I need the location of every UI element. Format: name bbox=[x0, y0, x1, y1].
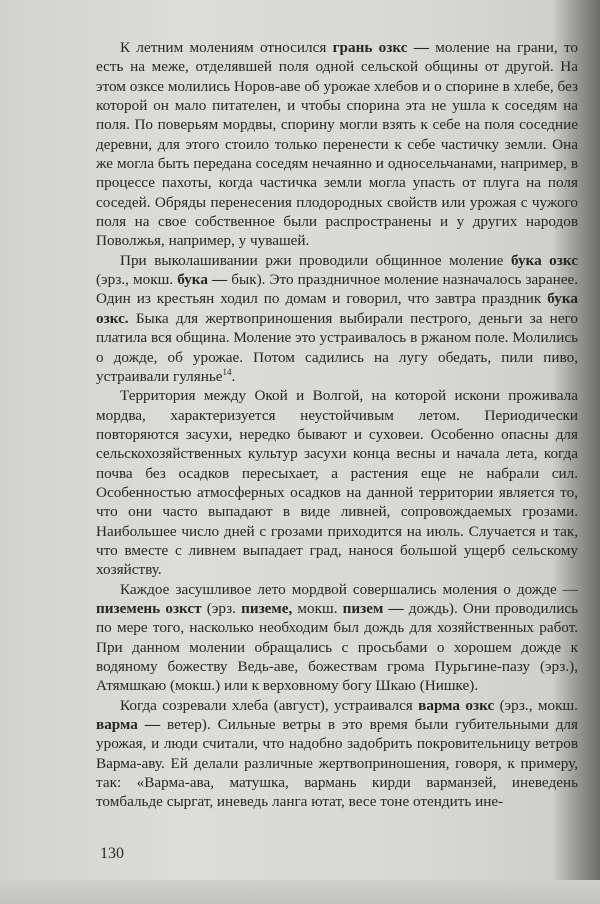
paragraph bbox=[96, 696, 578, 812]
bold-term: варма — bbox=[96, 716, 161, 734]
text-run: К летним молениям относился bbox=[120, 39, 333, 56]
text-run: (эрз. bbox=[201, 599, 242, 617]
text-run: ветер). Сильные ветры в это время были губительными для урожая, и люди считали, что надобно задобрить покровительницу ветров Варма-аву. Ей делали различные жертвоприношения, говоря, к примеру, так: «Варма-ава, матушка, вармань кирди варманзей, иневедень томбальде сыргат, иневедь ланга ютат, весе тоне отендить ине- bbox=[96, 716, 578, 811]
text-run: . bbox=[231, 367, 236, 385]
bold-term: грань озкс — bbox=[332, 39, 429, 56]
text-run: мокш. bbox=[292, 599, 343, 617]
paragraph bbox=[96, 38, 578, 251]
bold-term: пиземень озкст bbox=[96, 599, 202, 617]
paragraph bbox=[96, 580, 578, 696]
text-run: Быка для жертвоприношения выбирали пестрого, деньги за него платила вся община. Моление это устраивалось в ржаном поле. Молились о дожде, об урожае. Потом садились на лугу обедать, пили пиво, устраивали гулянье bbox=[96, 309, 578, 385]
text-run: дождь). Они проводились по мере того, насколько необходим был дождь для хозяйственных работ. При данном молении обращались с просьбами о хорошем дожде к водяному божеству Ведь-аве, божествам грома Пурьгине-пазу (эрз.), Атямшкаю (мокш.) или к верховному богу Шкаю (Нишке). bbox=[96, 599, 579, 695]
text-run: (эрз., мокш. bbox=[96, 271, 178, 289]
bold-term: бука — bbox=[177, 271, 228, 289]
bold-term: бука озкс. bbox=[96, 290, 578, 327]
text-run: Каждое засушливое лето мордвой совершались моления о дожде — bbox=[120, 580, 578, 598]
footnote-ref: 14 bbox=[222, 366, 232, 377]
bold-term: пиземе, bbox=[241, 599, 293, 617]
bold-term: варма озкс bbox=[418, 696, 495, 714]
paragraph bbox=[96, 386, 578, 579]
text-run: Территория между Окой и Волгой, на которой искони проживала мордва, характеризуется неустойчивым летом. Периодически повторяются засухи, нередко бывают и суховеи. Особенно опасны для сельскохозяйственных культур засухи конца весны и начала лета, когда почва без осадков пересыхает, а растения еще не набрали сил. Особенностью атмосферных осадков на данной территории является то, что они часто выпадают в виде ливней, сопровождаемых грозами. Наибольшее число дней с грозами приходится на июль. Случается и так, что вместе с ливнем выпадает град, нанося большой ущерб сельскому хозяйству. bbox=[96, 387, 578, 579]
scan-bottom-edge bbox=[0, 880, 600, 904]
text-run: Когда созревали хлеба (август), устраивался bbox=[120, 696, 419, 714]
bold-term: пизем — bbox=[342, 599, 404, 617]
text-run: (эрз., мокш. bbox=[494, 696, 578, 714]
body-text bbox=[96, 38, 578, 812]
text-run: При выколашивании ржи проводили общинное моление bbox=[120, 251, 511, 269]
text-run: бык). Это праздничное моление назначалось заранее. Один из крестьян ходил по домам и говорил, что завтра праздник bbox=[96, 271, 578, 308]
book-page bbox=[96, 38, 578, 878]
paragraph bbox=[96, 251, 578, 386]
page-number: 130 bbox=[100, 845, 124, 862]
text-run: моление на грани, то есть на меже, отделявшей поля одной сельской общины от другой. На этом озксе молились Норов-аве об урожае хлебов и о спорине в хлебе, без которой он мало питателен, и чтобы спорина эта не ушла к соседям на поля. По поверьям мордвы, спорину могли взять к себе на поля соседние деревни, для этого стоило только перенести к себе частичку земли. Она же могла быть передана соседям нечаянно и односельчанами, например, в процессе пахоты, когда частичка земли могла упасть от плуга на поля соседей. Обряды перенесения плодородных свойств или урожая с чужого поля на свое собственное были распространены и у других народов Поволжья, например, у чувашей. bbox=[96, 39, 579, 250]
bold-term: бука озкс bbox=[510, 251, 578, 269]
